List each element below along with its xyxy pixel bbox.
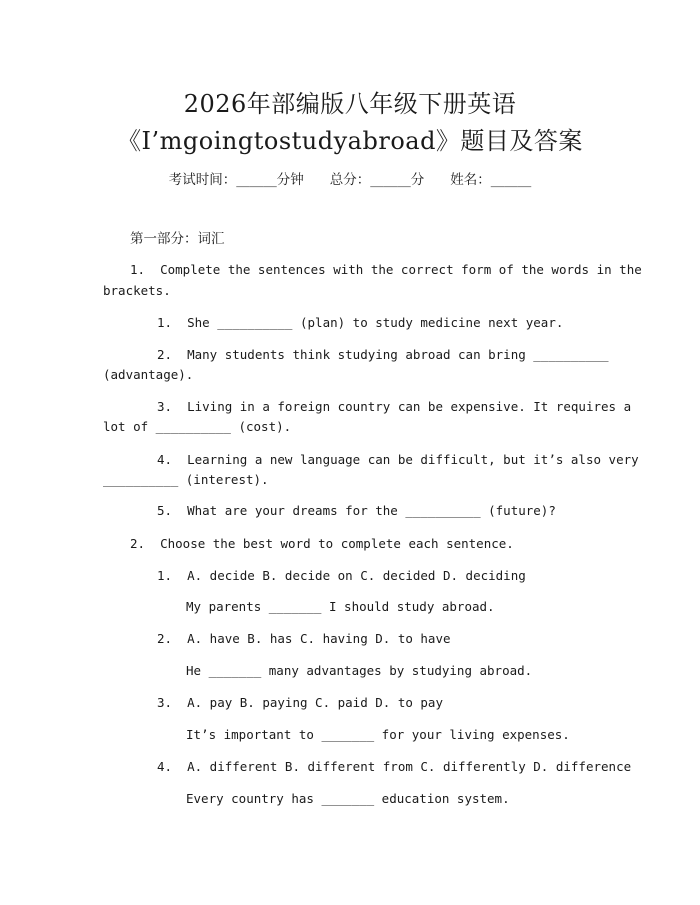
q2-instruction: 2. Choose the best word to complete each sentence. [130, 536, 514, 551]
q1-item-4: 4. Learning a new language can be difficult, but it’s also very [157, 452, 639, 467]
section-heading: 第一部分：词汇 [130, 231, 225, 247]
q2-item-4-sentence: Every country has _______ education system. [186, 791, 510, 806]
q1-item-2-cont: (advantage). [103, 367, 194, 382]
q1-item-3-cont: lot of __________ (cost). [103, 419, 292, 434]
exam-time: 考试时间：______分钟 [168, 172, 304, 188]
q1-item-4-cont: __________ (interest). [103, 472, 269, 487]
q1-instruction-line2: brackets. [103, 283, 171, 298]
q2-item-4-options: 4. A. different B. different from C. differently D. difference [157, 759, 632, 774]
title-line-2: 《I’mgoingtostudyabroad》题目及答案 [117, 127, 583, 155]
q1-item-2: 2. Many students think studying abroad can bring __________ [157, 347, 609, 362]
q2-item-3-options: 3. A. pay B. paying C. paid D. to pay [157, 695, 443, 710]
q1-item-3: 3. Living in a foreign country can be expensive. It requires a [157, 399, 632, 414]
exam-meta [0, 168, 700, 188]
exam-score: 总分：______分 [329, 172, 425, 188]
exam-name: 姓名：______ [450, 172, 532, 188]
q2-item-1-options: 1. A. decide B. decide on C. decided D. deciding [157, 568, 526, 583]
q1-item-1: 1. She __________ (plan) to study medicine next year. [157, 315, 564, 330]
q1-instruction-line1: 1. Complete the sentences with the correct form of the words in the [130, 262, 642, 277]
title-line-1: 2026年部编版八年级下册英语 [183, 90, 517, 118]
q2-item-3-sentence: It’s important to _______ for your living expenses. [186, 727, 570, 742]
q2-item-2-options: 2. A. have B. has C. having D. to have [157, 631, 451, 646]
q2-item-2-sentence: He _______ many advantages by studying abroad. [186, 663, 533, 678]
q1-item-5: 5. What are your dreams for the __________ (future)? [157, 503, 556, 518]
q2-item-1-sentence: My parents _______ I should study abroad. [186, 599, 495, 614]
